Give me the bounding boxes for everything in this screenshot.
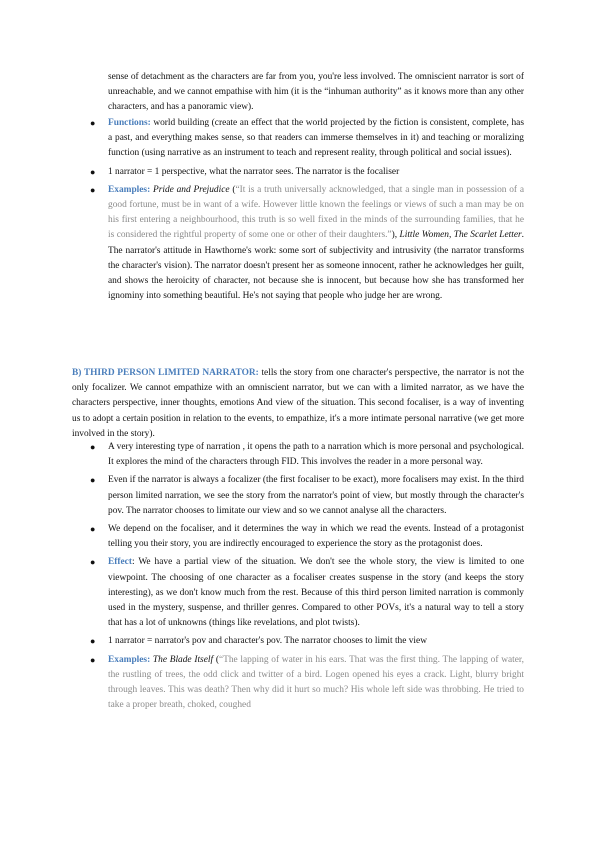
little-women-title: Little Women, The Scarlet Letter <box>399 230 522 241</box>
blade-quote: “The lapping of water in his ears. That was the first thing. The lapping of water, the rustling of trees, the odd click and twitter of a bird. Logen opened his eyes a crack. Light, blurry bright through leaves. This was death? Then why did it hurt so much? His whole left side was throbbing. He tried to take a proper breath, choked, coughed <box>108 654 524 711</box>
list-item <box>88 116 524 162</box>
list-item <box>88 634 524 649</box>
list-item <box>88 555 524 631</box>
pride-title: Pride and Prejudice <box>152 184 230 195</box>
bullet-icon: ● <box>90 166 96 177</box>
bullet-icon: ● <box>90 636 96 647</box>
bullet-icon: ● <box>90 524 96 535</box>
pride-open: ( <box>229 184 236 195</box>
limited-bullet-list <box>88 440 524 716</box>
one-narrator-text: 1 narrator = 1 perspective, what the narrator sees. The narrator is the focaliser <box>108 166 400 177</box>
effect-label: Effect <box>108 557 132 568</box>
section-b-intro-text: tells the story from one character's perspective, the narrator is not the only focalizer. We cannot empathize with an omniscient narrator, but we can with a limited narrator, as we have the characters perspective, inner thoughts, emotions And view of the situation. This second focaliser, is a way of inventing us to adopt a certain position in relation to the events, to empathize, it's a more intimate personal narrative (we get more involved in the story). <box>72 368 524 439</box>
list-item <box>88 165 524 180</box>
continuation-paragraph: sense of detachment as the characters are far from you, you're less involved. The omniscient narrator is sort of unreachable, and we cannot empathise with him (it is the “inhuman authority” as it knows more than any other characters, and has a panoramic view). <box>108 72 524 113</box>
bullet-icon: ● <box>90 184 96 195</box>
examples-label: Examples: <box>108 654 151 665</box>
examples-label: Examples: <box>108 184 151 195</box>
functions-text: world building (create an effect that the world projected by the fiction is consistent, complete, has a past, and everything makes sense, so that readers can immerse themselves in it) and teaching or moralizing function (using narrative as an instrument to teach and represent reality, through political and social issues). <box>108 118 524 159</box>
bullet-icon: ● <box>90 654 96 665</box>
section-b-intro <box>72 366 524 442</box>
bullet-icon: ● <box>90 442 96 452</box>
list-item <box>88 440 524 470</box>
bullet-icon: ● <box>90 557 96 568</box>
blade-open: ( <box>213 654 219 665</box>
section-b-heading: B) THIRD PERSON LIMITED NARRATOR: <box>72 368 259 378</box>
list-item <box>88 522 524 552</box>
blade-title: The Blade Itself <box>152 654 214 665</box>
bullet-text: We depend on the focaliser, and it determines the way in which we read the events. Instead of a protagonist telling you their story, you are indirectly encouraged to experience the story as the protagonist does. <box>108 524 524 550</box>
pride-quote: “It is a truth universally acknowledged, that a single man in possession of a good fortune, must be in want of a wife. However little known the feelings or views of such a man may be on his first entering a neighbourhood, this truth is so well fixed in the minds of the surrounding families, that he is considered the rightful property of some one or other of their daughters.” <box>108 184 524 241</box>
omniscient-bullet-list <box>88 116 524 307</box>
list-item <box>88 653 524 714</box>
list-item <box>88 473 524 519</box>
functions-label: Functions: <box>108 118 151 128</box>
list-item <box>88 183 524 305</box>
bullet-text: A very interesting type of narration , it opens the path to a narration which is more personal and psychological. It explores the mind of the characters through FID. This involves the reader in a more personal way. <box>108 442 524 468</box>
bullet-text: 1 narrator = narrator's pov and character's pov. The narrator chooses to limit the view <box>108 636 427 647</box>
pride-close: ), <box>391 230 400 241</box>
scarlet-text: . The narrator's attitude in Hawthorne's work: some sort of subjectivity and intrusivity (the narrator transforms the character's vision). The narrator doesn't present her as someone innocent, rather he acknowledges her guilt, and shows the heroicity of character, not because she is innocent, but because how she has transformed her ignominy into something beautiful. He's not saying that people who judge her are wrong. <box>108 230 524 302</box>
bullet-icon: ● <box>90 118 96 128</box>
bullet-text: Even if the narrator is always a focalizer (the first focaliser to be exact), more focalisers may exist. In the third person limited narration, we see the story from the narrator's point of view, but mostly through the character's pov. The narrator chooses to limitate our view and so we cannot analyse all the characters. <box>108 475 524 516</box>
effect-text: : We have a partial view of the situation. We don't see the whole story, the view is limited to one viewpoint. The choosing of one character as a focaliser creates suspense in the story (and keeps the story interesting), as we don't know much from the rest. Because of this third person limited narration is commonly used in the mystery, suspense, and thriller genres. Compared to other POVs, it's a natural way to tell a story that has a lot of unknowns (things like revelations, and plot twists). <box>108 557 524 629</box>
bullet-icon: ● <box>90 475 96 486</box>
